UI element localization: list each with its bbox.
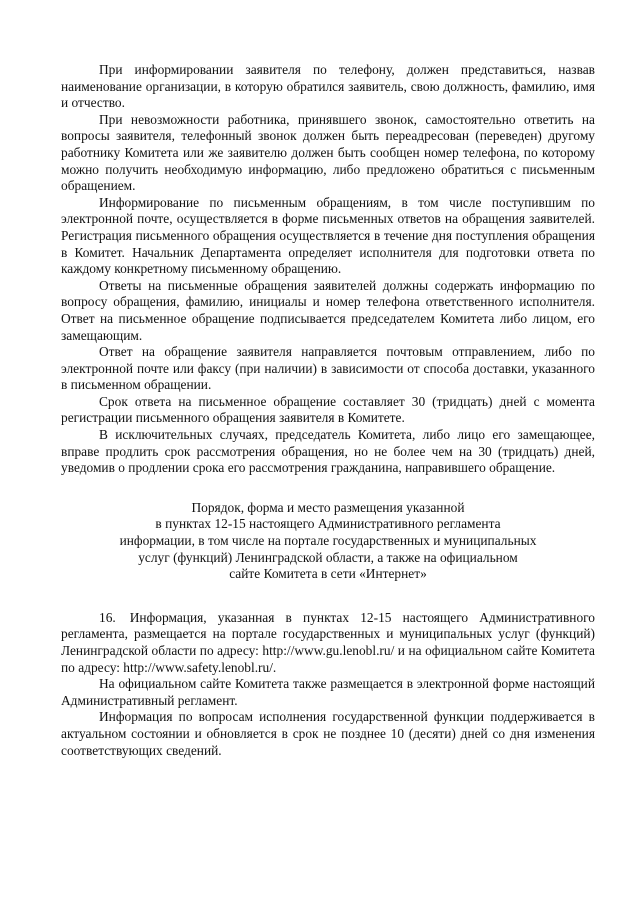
paragraph-deadline-extension: В исключительных случаях, председатель Комитета, либо лицо его замещающее, вправе продлить срок рассмотрения обращения, но не более чем на 30 (тридцать) дней, уведомив о продлении срока его рассмотрения гражданина, направившего обращение.: [61, 427, 595, 476]
paragraph-phone-info: При информировании заявителя по телефону, должен представиться, назвав наименование организации, в которую обратился заявитель, свою должность, фамилию, имя и отчество.: [61, 62, 595, 111]
heading-line: услуг (функций) Ленинградской области, а также на официальном: [138, 549, 518, 565]
heading-line: сайте Комитета в сети «Интернет»: [229, 566, 427, 582]
heading-line: Порядок, форма и место размещения указанной: [191, 499, 465, 515]
heading-line: информации, в том числе на портале государственных и муниципальных: [119, 533, 537, 549]
paragraph-info-update: Информация по вопросам исполнения государственной функции поддерживается в актуальном состоянии и обновляется в срок не позднее 10 (десяти) дней со дня изменения соответствующих сведений.: [61, 709, 595, 758]
paragraph-call-redirect: При невозможности работника, принявшего звонок, самостоятельно ответить на вопросы заявителя, телефонный звонок должен быть переадресован (переведен) другому работнику Комитета или же заявителю должен быть сообщен номер телефона, по которому можно получить необходимую информацию, либо предложено обратиться с письменным обращением.: [61, 111, 595, 194]
heading-line: в пунктах 12-15 настоящего Административного регламента: [155, 516, 501, 532]
paragraph-section-16: [61, 610, 595, 676]
paragraph-electronic-form: На официальном сайте Комитета также размещается в электронной форме настоящий Административный регламент.: [61, 676, 595, 708]
paragraph-answer-deadline: Срок ответа на письменное обращение составляет 30 (тридцать) дней с момента регистрации письменного обращения заявителя в Комитете.: [61, 393, 595, 426]
paragraph-answer-delivery: Ответ на обращение заявителя направляется почтовым отправлением, либо по электронной почте или факсу (при наличии) в зависимости от способа доставки, указанного в письменном обращении.: [61, 344, 595, 393]
section-16-text: Информация, указанная в пунктах 12-15 настоящего Административного регламента, размещается на портале государственных и муниципальных услуг (функций) Ленинградской области по адресу: http://www.gu.lenobl.ru/ и на официальном сайте Комитета по адресу: http://www.safety.lenobl.ru/.: [61, 609, 595, 675]
paragraph-written-requests: Информирование по письменным обращениям, в том числе поступившим по электронной почте, осуществляется в форме письменных ответов на обращения заявителей. Регистрация письменного обращения осуществляется в течение дня поступления обращения в Комитет. Начальник Департамента определяет исполнителя для подготовки ответа по каждому конкретному письменному обращению.: [61, 194, 595, 277]
section-heading: [61, 500, 595, 583]
paragraph-answer-content: Ответы на письменные обращения заявителей должны содержать информацию по вопросу обращения, фамилию, инициалы и номер телефона ответственного исполнителя. Ответ на письменное обращение подписывается председателем Комитета либо лицом, его замещающим.: [61, 277, 595, 343]
document-page: [61, 62, 595, 759]
section-number: 16.: [99, 609, 116, 625]
